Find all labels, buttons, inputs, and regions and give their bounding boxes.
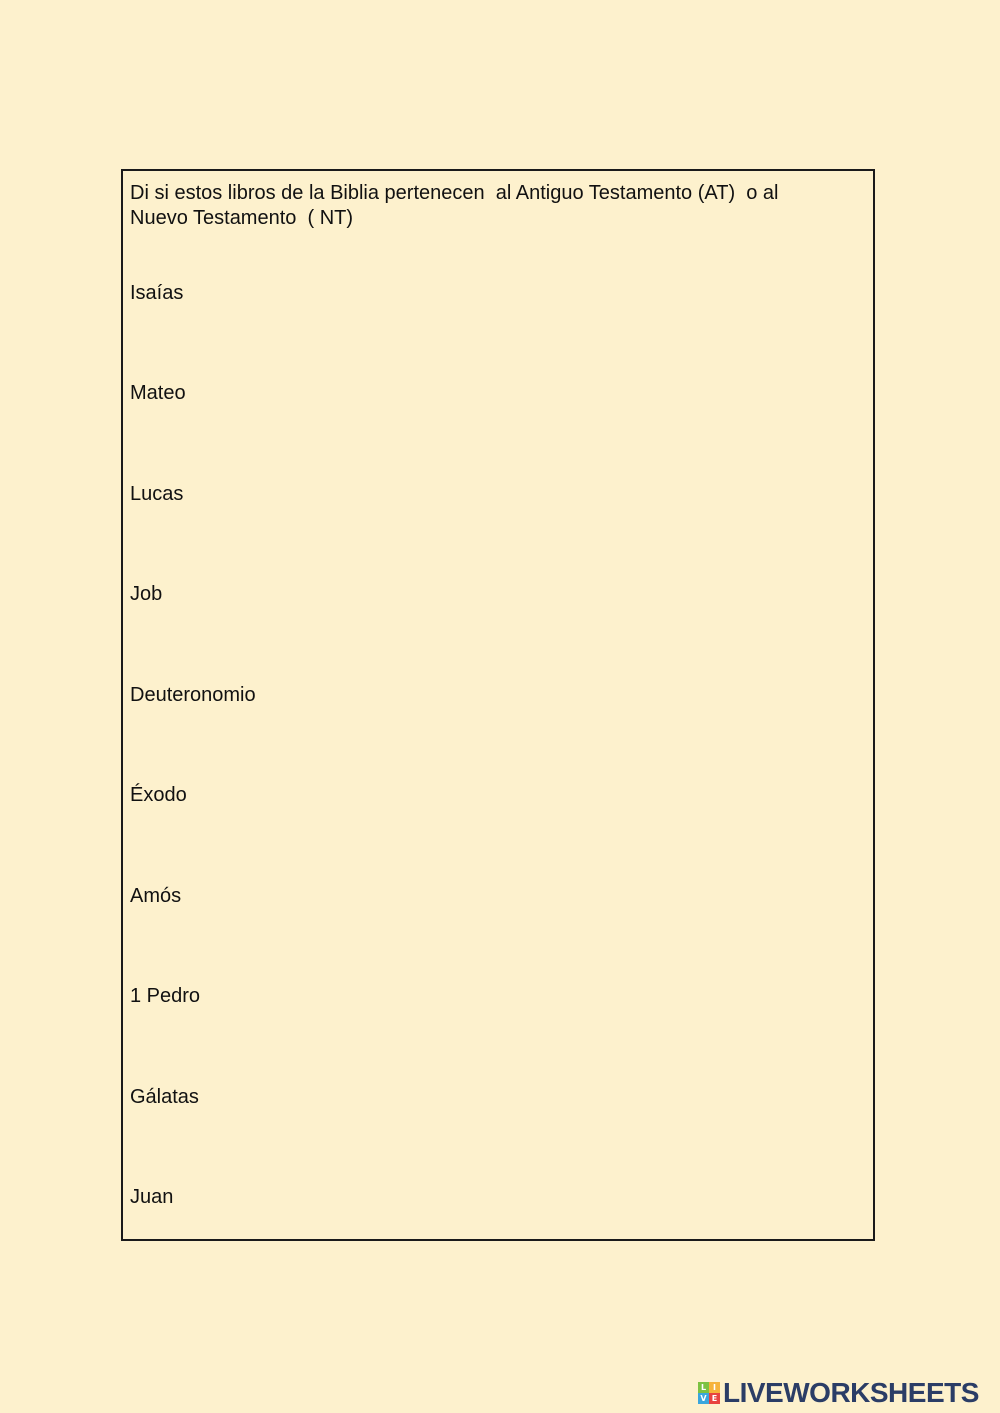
book-item-galatas: Gálatas <box>130 1086 199 1108</box>
worksheet-box <box>121 169 875 1241</box>
book-item-amos: Amós <box>130 885 182 907</box>
instructions-text: Di si estos libros de la Biblia pertenecen al Antiguo Testamento (AT) o al Nuevo Testamento ( NT) <box>130 182 779 229</box>
book-item-exodo: Éxodo <box>130 784 187 806</box>
book-item-mateo: Mateo <box>130 382 186 404</box>
logo-mark-cell: I <box>709 1382 720 1393</box>
logo-mark-cell: V <box>698 1393 709 1404</box>
book-item-juan: Juan <box>130 1186 174 1208</box>
logo-mark-cell: L <box>698 1382 709 1393</box>
logo-mark-cell: E <box>709 1393 720 1404</box>
book-item-isaias: Isaías <box>130 282 184 304</box>
logo-text: LIVEWORKSHEETS <box>723 1377 979 1408</box>
book-item-deuteronomio: Deuteronomio <box>130 684 256 706</box>
liveworksheets-logo[interactable] <box>698 1377 979 1409</box>
book-item-1-pedro: 1 Pedro <box>130 985 201 1007</box>
book-item-job: Job <box>130 583 163 605</box>
book-item-lucas: Lucas <box>130 483 184 505</box>
logo-mark-icon <box>698 1382 720 1404</box>
